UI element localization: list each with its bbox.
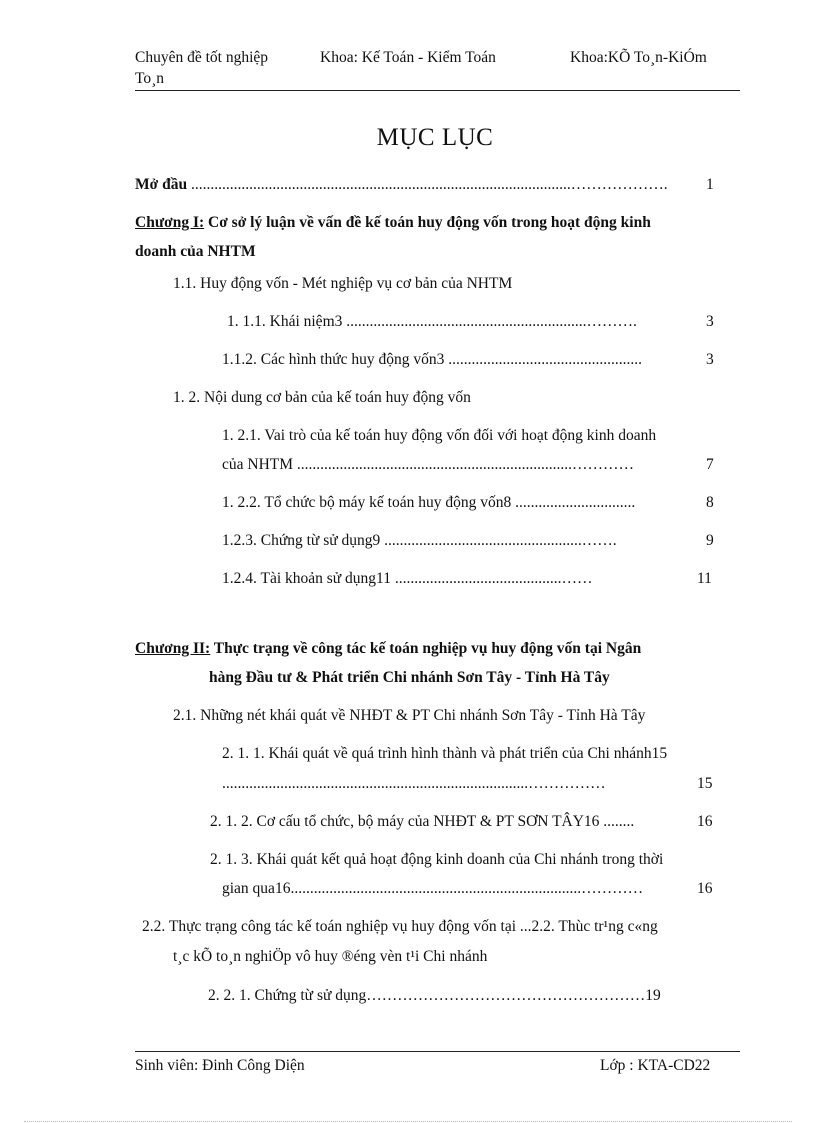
toc-section-2-1: 2.1. Những nét khái quát về NHĐT & PT Chi nhánh Sơn Tây - Tỉnh Hà Tây — [173, 707, 646, 724]
footer-student: Sinh viên: Đinh Công Diện — [135, 1057, 305, 1074]
footer-rule — [135, 1051, 740, 1052]
toc-section-1-2-4-page: 11 — [697, 570, 712, 587]
header-left: Chuyên đề tốt nghiệp — [135, 49, 269, 66]
toc-section-2-1-1: 2. 1. 1. Khái quát về quá trình hình thành và phát triển của Chi nhánh15 — [222, 745, 668, 762]
header-rule — [135, 90, 740, 91]
toc-section-2-1-3: 2. 1. 3. Khái quát kết quả hoạt động kinh doanh của Chi nhánh trong thời — [210, 851, 664, 868]
toc-section-1-1-2: 1.1.2. Các hình thức huy động vốn3 .................................................. — [222, 351, 642, 368]
toc-section-2-1-1-page: 15 — [697, 775, 713, 792]
toc-section-1-1: 1.1. Huy động vốn - Mét nghiệp vụ cơ bản của NHTM — [173, 275, 513, 292]
header-middle: Khoa: Kế Toán - Kiểm Toán — [320, 49, 496, 66]
toc-section-1-2-3: 1.2.3. Chứng từ sử dụng9 ...................................................……. — [222, 532, 617, 549]
chapter-2-prefix: Chương II: — [135, 640, 211, 657]
header-right: Khoa:KÕ To¸n-KiÓm — [570, 49, 707, 66]
chapter-1-title: Cơ sở lý luận về vấn đề kế toán huy động vốn trong hoạt động kinh — [204, 214, 651, 231]
footer-class: Lớp : KTA-CD22 — [600, 1057, 711, 1074]
toc-section-1-2-4: 1.2.4. Tài khoản sử dụng11 ...........................................…… — [222, 570, 593, 587]
toc-section-1-2-1: 1. 2.1. Vai trò của kế toán huy động vốn đối với hoạt động kinh doanh — [222, 427, 657, 444]
toc-section-1-1-2-page: 3 — [706, 351, 714, 368]
toc-section-2-1-3-page: 16 — [697, 880, 713, 897]
toc-section-1-2-3-page: 9 — [706, 532, 714, 549]
toc-section-2-1-2-page: 16 — [697, 813, 713, 830]
toc-section-1-2-1-page: 7 — [706, 456, 714, 473]
chapter-1-prefix: Chương I: — [135, 214, 205, 231]
toc-section-2-2-cont: t¸c kÕ to¸n nghiÖp vô huy ®éng vèn t¹i Chi nhánh — [173, 948, 488, 965]
toc-section-1-2-1-cont: của NHTM .......................................................................………… — [222, 456, 635, 473]
toc-chapter-1 — [135, 214, 651, 232]
page-title: MỤC LỤC — [376, 124, 494, 151]
toc-chapter-2 — [135, 640, 641, 658]
toc-intro-page: 1 — [706, 176, 714, 193]
toc-intro-leader: ..................................................................................................………………. — [187, 176, 668, 193]
chapter-1-title-cont: doanh của NHTM — [135, 243, 256, 260]
toc-section-2-2: 2.2. Thực trạng công tác kế toán nghiệp vụ huy động vốn tại ...2.2. Thùc tr¹ng c«ng — [142, 918, 658, 935]
toc-section-2-1-3-cont: gian qua16...........................................................................………… — [222, 880, 644, 897]
toc-section-1-2-2: 1. 2.2. Tổ chức bộ máy kế toán huy động vốn8 ............................... — [222, 494, 636, 511]
page-bottom-border — [24, 1121, 792, 1122]
toc-section-2-2-1: 2. 2. 1. Chứng từ sử dụng………………………………………………19 — [208, 987, 661, 1004]
chapter-2-title-cont: hàng Đầu tư & Phát triển Chi nhánh Sơn Tây - Tỉnh Hà Tây — [209, 669, 610, 686]
toc-intro-label: Mở đầu — [135, 176, 188, 193]
toc-section-2-1-2: 2. 1. 2. Cơ cấu tổ chức, bộ máy của NHĐT & PT SƠN TÂY16 ........ — [210, 813, 635, 830]
toc-section-1-2-2-page: 8 — [706, 494, 714, 511]
toc-intro — [135, 176, 668, 194]
toc-section-1-1-1-page: 3 — [706, 313, 714, 330]
chapter-2-title: Thực trạng về công tác kế toán nghiệp vụ huy động vốn tại Ngân — [210, 640, 642, 657]
toc-section-2-1-1-cont: ...............................................................................…………… — [222, 775, 606, 792]
toc-section-1-2: 1. 2. Nội dung cơ bản của kế toán huy động vốn — [173, 389, 471, 406]
header-left-wrap: To¸n — [135, 70, 165, 87]
toc-section-1-1-1: 1. 1.1. Khái niệm3 ..............................................................………. — [227, 313, 637, 330]
